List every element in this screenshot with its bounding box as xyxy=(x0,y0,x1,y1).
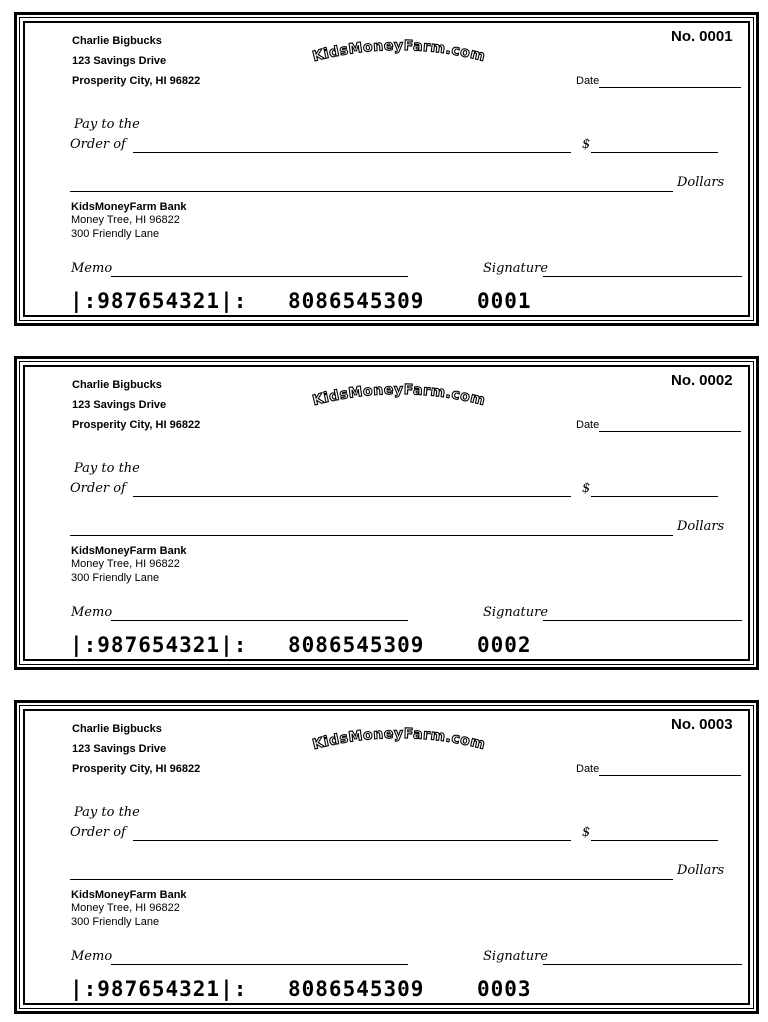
memo-field[interactable] xyxy=(111,964,408,965)
logo-text: KidsMoneyFarm.com xyxy=(310,37,487,66)
date-field[interactable] xyxy=(599,775,741,776)
dollars-label: Dollars xyxy=(677,863,725,878)
micr-check-number: 0003 xyxy=(477,977,532,1001)
pay-to-label: Pay to the xyxy=(74,117,140,132)
date-field[interactable] xyxy=(599,431,741,432)
date-field[interactable] xyxy=(599,87,741,88)
memo-label: Memo xyxy=(71,261,113,276)
logo-text: KidsMoneyFarm.com xyxy=(310,725,487,754)
check-number-label: No. xyxy=(671,28,696,45)
check-1 xyxy=(14,12,759,326)
bank-name: KidsMoneyFarm Bank xyxy=(71,889,187,901)
dollar-sign: $ xyxy=(582,825,591,840)
check-number xyxy=(671,28,733,45)
written-amount-field[interactable] xyxy=(70,879,673,880)
pay-to-label: Pay to the xyxy=(74,805,140,820)
micr-account: 8086545309 xyxy=(288,633,425,657)
signature-label: Signature xyxy=(483,605,549,620)
svg-text:KidsMoneyFarm.com xyxy=(311,726,487,753)
dollar-sign: $ xyxy=(582,481,591,496)
bank-city: Money Tree, HI 96822 xyxy=(71,214,180,226)
signature-label: Signature xyxy=(483,261,549,276)
dollars-label: Dollars xyxy=(677,175,725,190)
signature-field[interactable] xyxy=(543,276,742,277)
bank-street: 300 Friendly Lane xyxy=(71,916,160,928)
payer-city: Prosperity City, HI 96822 xyxy=(72,419,201,431)
micr-account: 8086545309 xyxy=(288,289,425,313)
micr-check-number: 0002 xyxy=(477,633,532,657)
check-2 xyxy=(14,356,759,670)
check-3 xyxy=(14,700,759,1014)
payer-name: Charlie Bigbucks xyxy=(72,35,162,47)
payer-name: Charlie Bigbucks xyxy=(72,379,162,391)
micr-account: 8086545309 xyxy=(288,977,425,1001)
date-label: Date xyxy=(576,419,600,431)
payer-city: Prosperity City, HI 96822 xyxy=(72,75,201,87)
signature-label: Signature xyxy=(483,949,549,964)
check-number xyxy=(671,372,733,389)
micr-routing: |:987654321|: xyxy=(70,289,248,313)
check-number-value: 0003 xyxy=(699,716,733,733)
svg-text:KidsMoneyFarm.com xyxy=(311,38,487,65)
check-number xyxy=(671,716,733,733)
check-number-value: 0001 xyxy=(699,28,733,45)
bank-name: KidsMoneyFarm Bank xyxy=(71,201,187,213)
micr-routing: |:987654321|: xyxy=(70,977,248,1001)
dollar-sign: $ xyxy=(582,137,591,152)
logo-text: KidsMoneyFarm.com xyxy=(310,381,487,410)
micr-check-number: 0001 xyxy=(477,289,532,313)
date-label: Date xyxy=(576,75,600,87)
payee-field[interactable] xyxy=(133,152,571,153)
amount-field[interactable] xyxy=(591,496,718,497)
payer-street: 123 Savings Drive xyxy=(72,55,167,67)
amount-field[interactable] xyxy=(591,152,718,153)
dollars-label: Dollars xyxy=(677,519,725,534)
memo-field[interactable] xyxy=(111,276,408,277)
check-number-label: No. xyxy=(671,716,696,733)
payee-field[interactable] xyxy=(133,840,571,841)
memo-label: Memo xyxy=(71,949,113,964)
written-amount-field[interactable] xyxy=(70,535,673,536)
written-amount-field[interactable] xyxy=(70,191,673,192)
bank-street: 300 Friendly Lane xyxy=(71,228,160,240)
order-of-label: Order of xyxy=(70,481,126,496)
pay-to-label: Pay to the xyxy=(74,461,140,476)
signature-field[interactable] xyxy=(543,620,742,621)
kidsmoneyfarm-logo xyxy=(299,718,499,758)
bank-street: 300 Friendly Lane xyxy=(71,572,160,584)
date-label: Date xyxy=(576,763,600,775)
payer-street: 123 Savings Drive xyxy=(72,399,167,411)
kidsmoneyfarm-logo xyxy=(299,30,499,70)
payer-name: Charlie Bigbucks xyxy=(72,723,162,735)
bank-city: Money Tree, HI 96822 xyxy=(71,902,180,914)
bank-city: Money Tree, HI 96822 xyxy=(71,558,180,570)
order-of-label: Order of xyxy=(70,137,126,152)
signature-field[interactable] xyxy=(543,964,742,965)
payee-field[interactable] xyxy=(133,496,571,497)
micr-routing: |:987654321|: xyxy=(70,633,248,657)
memo-label: Memo xyxy=(71,605,113,620)
check-number-value: 0002 xyxy=(699,372,733,389)
payer-city: Prosperity City, HI 96822 xyxy=(72,763,201,775)
svg-text:KidsMoneyFarm.com xyxy=(311,382,487,409)
kidsmoneyfarm-logo xyxy=(299,374,499,414)
payer-street: 123 Savings Drive xyxy=(72,743,167,755)
order-of-label: Order of xyxy=(70,825,126,840)
bank-name: KidsMoneyFarm Bank xyxy=(71,545,187,557)
check-number-label: No. xyxy=(671,372,696,389)
memo-field[interactable] xyxy=(111,620,408,621)
amount-field[interactable] xyxy=(591,840,718,841)
